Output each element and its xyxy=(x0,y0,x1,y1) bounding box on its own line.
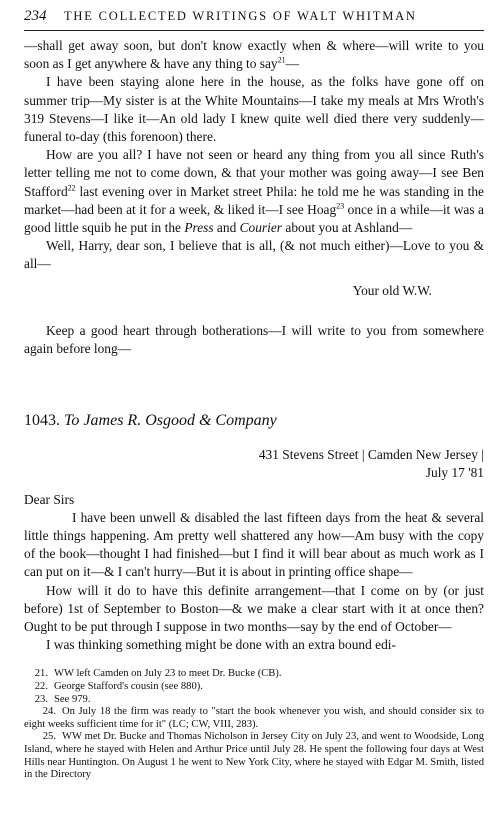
footnote: 25. WW met Dr. Bucke and Thomas Nicholson in Jersey City on July 23, and went to Woodside, Long Island, where he stayed with Helen and Arthur Price until July 28. He spent the following four days at West Hills near Huntington. On August 1 he went to New York City, where he stayed with Edgar M. Smith, listed in the Directory xyxy=(24,731,484,781)
letter1-paragraph-2: I have been staying alone here in the house, as the folks have gone off on summer trip—My sister is at the White Mountains—I take my meals at Mrs Wroth's 319 Stevens—I like it—An old lady I knew quite well died there very suddenly—funeral to-day (this forenoon) there. xyxy=(24,74,484,145)
footnote: 23. See 979. xyxy=(34,693,91,705)
letter-date: July 17 '81 xyxy=(425,465,484,481)
letter-heading xyxy=(24,412,484,430)
running-title: THE COLLECTED WRITINGS OF WALT WHITMAN xyxy=(64,9,417,23)
page-number: 234 xyxy=(24,8,47,24)
footnote: 22. George Stafford's cousin (see 880). xyxy=(34,681,203,693)
footnotes xyxy=(24,668,484,781)
letter2-paragraph-2: How will it do to have this definite arrangement—that I come on by (or just before) 1st of September to Boston—& we make a clear start with it at once then? Ought to be put through I suppose in two months—say by the end of October— xyxy=(24,582,484,635)
letter1-paragraph-1: —shall get away soon, but don't know exactly when & where—will write to you soon as I get anywhere & have any thing to say$^{21}$— xyxy=(24,38,484,72)
footnote-ref-22: 22 xyxy=(67,183,76,193)
running-header xyxy=(24,8,484,31)
letter-number: 1043. xyxy=(24,412,60,430)
footnote-ref-23: 23 xyxy=(336,201,345,211)
postscript: Keep a good heart through botherations—I will write to you from somewhere again before long— xyxy=(24,322,484,357)
letter2-paragraph-1: I have been unwell & disabled the last fifteen days from the heat & several little things happening. Am pretty well shattered any how—Am busy with the copy of the book—thought I had finished—but I find it will bear about as much work as I can put on it—& I can't hurry—But it is about in printing office shape— xyxy=(24,509,484,580)
footnote-ref-21: 21 xyxy=(277,55,286,65)
letter2-paragraph-3: I was thinking something might be done with an extra bound edi- xyxy=(46,637,396,653)
book-page xyxy=(24,8,484,782)
footnote: 21. WW left Camden on July 23 to meet Dr. Bucke (CB). xyxy=(34,668,282,680)
signature: Your old W.W. xyxy=(352,282,432,298)
letter1-paragraph-3: How are you all? I have not seen or heard any thing from you all since Ruth's letter telling me not to come down, & that your mother was going away—I see Ben Stafford$^{22}$ last evening over in Market street Phila: he told me he was standing in the market—had been at it for a week, & liked it—I see Hoag$^{23}$ once in a while—it was a good little squib he put in the Press and Courier about you at Ashland— xyxy=(24,147,484,236)
letter-address xyxy=(24,446,484,482)
newspaper-press: Press xyxy=(184,220,214,236)
newspaper-courier: Courier xyxy=(239,220,283,236)
letter1-paragraph-4: Well, Harry, dear son, I believe that is all, (& not much either)—Love to you & all— xyxy=(24,238,484,272)
footnote: 24. On July 18 the firm was ready to "start the book whenever you wish, and should consider six to eight weeks sufficient time for it" (LC; CW, VIII, 283). xyxy=(24,706,484,730)
salutation: Dear Sirs xyxy=(24,491,75,507)
letter-recipient: To James R. Osgood & Company xyxy=(64,412,277,430)
address-line: 431 Stevens Street | Camden New Jersey | xyxy=(258,447,484,463)
